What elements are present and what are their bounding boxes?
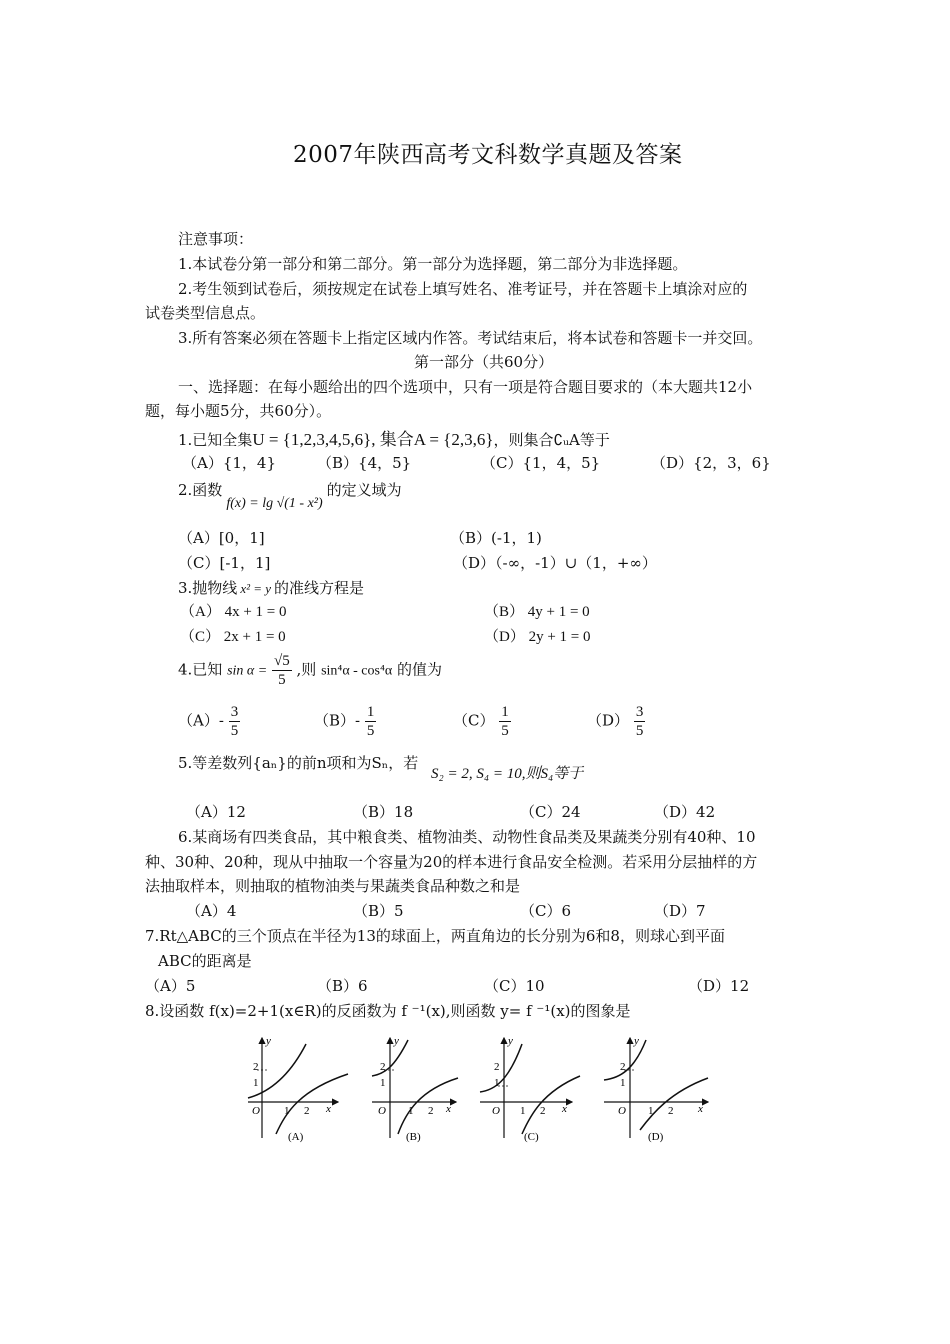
q5-option-d: （D）42 — [654, 803, 716, 821]
graph-c-curve-1 — [480, 1044, 522, 1092]
graph-d-tick-x2: 2 — [668, 1105, 674, 1117]
q7-option-a: （A）5 — [145, 977, 196, 995]
q4-option-c-num: 1 — [501, 704, 509, 720]
q5-math: S₂ = 2, S₄ = 10,则S₄等于 — [431, 766, 584, 782]
notice-item-2b: 试卷类型信息点。 — [145, 304, 266, 322]
q1-option-b: （B）{4，5} — [317, 454, 412, 472]
question-5 — [178, 752, 584, 782]
graph-d-caption: (D) — [648, 1131, 664, 1143]
q4-option-c-den: 5 — [501, 723, 509, 739]
q4-option-b-fraction — [365, 703, 377, 740]
q4-option-b-den: 5 — [366, 723, 375, 739]
graph-d-tick-x1: 1 — [648, 1105, 654, 1117]
q2-option-c: （C）[-1，1] — [178, 554, 271, 572]
graph-c-x-label: x — [562, 1103, 567, 1115]
q6-option-d: （D）7 — [654, 902, 706, 920]
graph-c-caption: (C) — [524, 1131, 539, 1143]
q4-option-c-fraction — [499, 703, 511, 740]
q6-option-c: （C）6 — [520, 902, 572, 920]
graph-a-x-label: x — [326, 1103, 331, 1115]
graph-c-curve-2 — [522, 1076, 580, 1134]
graph-d-tick-y2: 2 — [620, 1061, 626, 1073]
graph-d-y-label: y — [634, 1035, 639, 1047]
graph-b-tick-y1: 1 — [380, 1077, 386, 1089]
graph-c-tick-y1: 1 — [494, 1077, 500, 1089]
q3-prefix: 3.抛物线 — [178, 579, 238, 597]
q7-line-1: 7.Rt△ABC的三个顶点在半径为13的球面上，两直角边的长分别为6和8，则球心到平面 — [145, 927, 725, 945]
graph-a-tick-x1: 1 — [284, 1105, 290, 1117]
q7-option-b: （B）6 — [317, 977, 368, 995]
q2-suffix: 的定义域为 — [326, 481, 402, 499]
q4-option-a — [178, 703, 240, 740]
graph-a-origin: O — [252, 1105, 260, 1117]
q7-option-c: （C）10 — [484, 977, 545, 995]
section-intro-b: 题，每小题5分，共60分）。 — [145, 402, 332, 420]
q1-option-a: （A）{1，4} — [182, 454, 277, 472]
q3-option-c: （C） 2x + 1 = 0 — [180, 629, 286, 645]
graph-a — [248, 1035, 348, 1143]
q2-math: f(x) = lg √(1 - x²) — [226, 496, 323, 511]
notice-item-3: 3.所有答案必须在答题卡上指定区域内作答。考试结束后，将本试卷和答题卡一并交回。 — [178, 329, 763, 347]
q4-given-fraction — [272, 652, 292, 689]
q6-line-1: 6.某商场有四类食品，其中粮食类、植物油类、动物性食品类及果蔬类分别有40种、10 — [178, 828, 756, 846]
q7-line-2: ABC的距离是 — [158, 952, 252, 970]
graph-d-tick-y1: 1 — [620, 1077, 626, 1089]
q4-option-d — [587, 703, 645, 740]
q1-option-d: （D）{2，3，6} — [651, 454, 771, 472]
q4-prefix: 4.已知 — [178, 660, 223, 679]
q3-option-a: （A） 4x + 1 = 0 — [180, 604, 287, 620]
q6-option-a: （A）4 — [186, 902, 237, 920]
q3-math: x² = y — [240, 581, 272, 596]
graph-d-x-label: x — [698, 1103, 703, 1115]
q5-option-b: （B）18 — [353, 803, 414, 821]
q2-prefix: 2.函数 — [178, 481, 223, 499]
q4-given-den: 5 — [278, 672, 286, 688]
graph-d-curve-1 — [604, 1040, 646, 1080]
q1-option-c: （C）{1，4，5} — [481, 454, 601, 472]
graph-a-y-label: y — [266, 1035, 271, 1047]
graph-b — [372, 1035, 458, 1143]
q4-option-b-label: （B）- — [314, 711, 361, 730]
q1-prefix: 1.已知全集 — [178, 431, 253, 449]
section-intro-a: 一、选择题：在每小题给出的四个选项中，只有一项是符合题目要求的（本大题共12小 — [178, 378, 753, 396]
question-4 — [178, 652, 442, 689]
q2-option-b: （B）(-1，1) — [450, 529, 542, 547]
graph-d-origin: O — [618, 1105, 626, 1117]
graph-c — [480, 1035, 580, 1143]
q4-option-a-den: 5 — [230, 723, 239, 739]
q4-option-d-num: 3 — [635, 704, 644, 720]
q4-option-a-num: 3 — [230, 704, 239, 720]
q4-option-c — [453, 703, 511, 740]
graph-c-tick-y2: 2 — [494, 1061, 500, 1073]
graph-b-tick-x1: 1 — [408, 1105, 414, 1117]
part1-heading: 第一部分（共60分） — [414, 353, 554, 371]
notice-item-1: 1.本试卷分第一部分和第二部分。第一部分为选择题，第二部分为非选择题。 — [178, 255, 688, 273]
graph-c-origin: O — [492, 1105, 500, 1117]
graph-d — [604, 1035, 708, 1143]
q4-middle: ,则 — [296, 660, 317, 679]
q7-option-d: （D）12 — [688, 977, 750, 995]
graph-a-tick-x2: 2 — [304, 1105, 310, 1117]
q4-option-d-fraction — [634, 703, 646, 740]
notice-heading: 注意事项： — [178, 230, 254, 248]
question-1 — [178, 425, 610, 450]
page-title: 2007年陕西高考文科数学真题及答案 — [293, 142, 683, 168]
q6-line-2: 种、30种、20种，现从中抽取一个容量为20的样本进行食品安全检测。若采用分层抽样的方 — [145, 853, 758, 871]
question-2 — [178, 479, 402, 511]
q6-option-b: （B）5 — [353, 902, 404, 920]
graph-b-origin: O — [378, 1105, 386, 1117]
graph-c-tick-x2: 2 — [540, 1105, 546, 1117]
graph-b-caption: (B) — [406, 1131, 421, 1143]
q2-option-d: （D）（-∞，-1）∪（1，+∞） — [453, 554, 657, 572]
q4-option-d-label: （D） — [587, 711, 630, 730]
graph-c-y-label: y — [508, 1035, 513, 1047]
q5-option-c: （C）24 — [520, 803, 581, 821]
q4-suffix: 的值为 — [396, 660, 442, 679]
graph-a-curve-2 — [276, 1074, 348, 1134]
q4-option-a-label: （A）- — [178, 711, 224, 730]
graph-b-tick-x2: 2 — [428, 1105, 434, 1117]
graph-b-y-label: y — [394, 1035, 399, 1047]
q3-option-b: （B） 4y + 1 = 0 — [484, 604, 590, 620]
q6-line-3: 法抽取样本，则抽取的植物油类与果蔬类食品种数之和是 — [145, 877, 521, 895]
graph-b-x-label: x — [446, 1103, 451, 1115]
q4-given: sin α = — [227, 663, 268, 679]
graph-a-tick-y1: 1 — [253, 1077, 259, 1089]
q1-math: U = {1,2,3,4,5,6}, 集合A = {2,3,6} — [252, 430, 494, 449]
graph-b-tick-y2: 2 — [380, 1061, 386, 1073]
graph-a-caption: (A) — [288, 1131, 304, 1143]
q8-graphs — [240, 1030, 720, 1150]
question-3 — [178, 577, 364, 598]
q4-option-d-den: 5 — [635, 723, 644, 739]
notice-item-2a: 2.考生领到试卷后，须按规定在试卷上填写姓名、准考证号，并在答题卡上填涂对应的 — [178, 280, 748, 298]
q3-suffix: 的准线方程是 — [274, 579, 365, 597]
q4-option-b — [314, 703, 376, 740]
q5-text: 5.等差数列{aₙ}的前n项和为Sₙ，若 — [178, 754, 419, 772]
q1-suffix: ，则集合∁ᵤA等于 — [493, 431, 610, 449]
q8-text: 8.设函数 f(x)=2+1(x∈R)的反函数为 f ⁻¹(x),则函数 y= f ⁻¹(x)的图象是 — [145, 1002, 631, 1020]
graph-a-tick-y2: 2 — [253, 1061, 259, 1073]
q4-option-a-fraction — [229, 703, 241, 740]
q5-option-a: （A）12 — [186, 803, 246, 821]
graph-c-tick-x1: 1 — [520, 1105, 526, 1117]
q3-option-d: （D） 2y + 1 = 0 — [484, 629, 591, 645]
q4-option-c-label: （C） — [453, 711, 495, 730]
q4-expr: sin⁴α - cos⁴α — [321, 663, 393, 679]
q4-option-b-num: 1 — [366, 704, 375, 720]
q2-option-a: （A）[0，1] — [178, 529, 265, 547]
q4-given-num: √5 — [274, 653, 290, 669]
